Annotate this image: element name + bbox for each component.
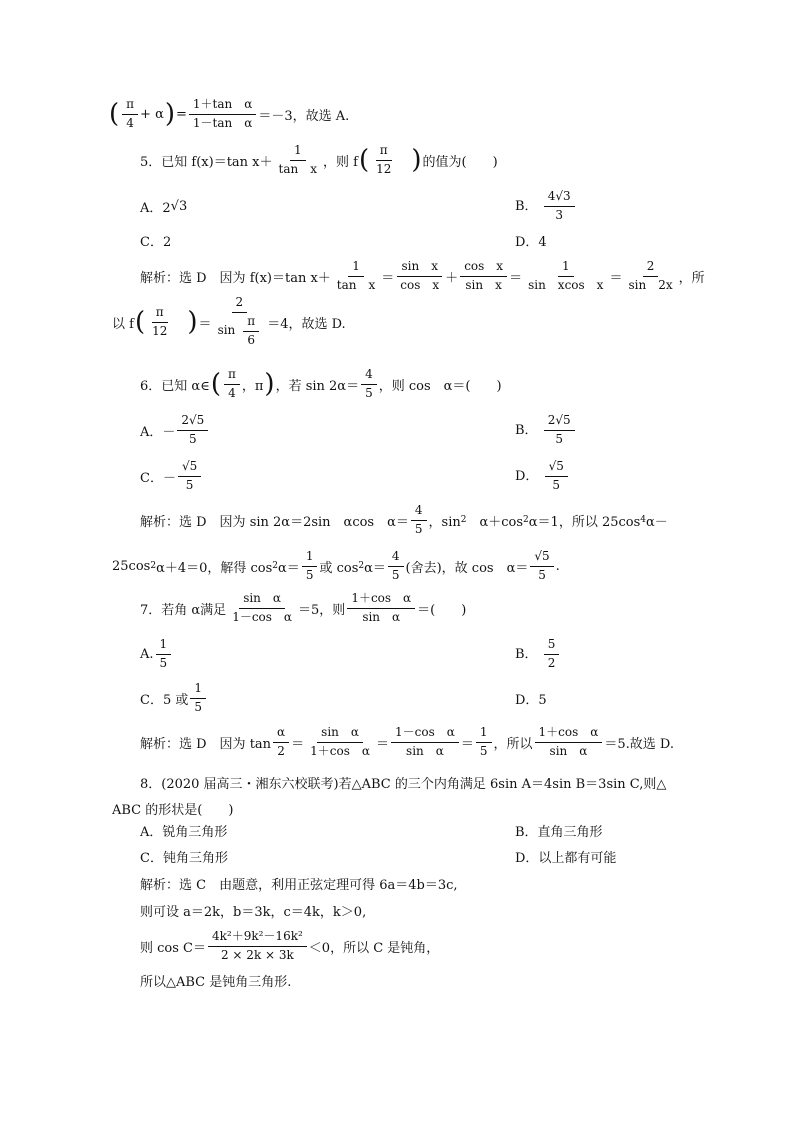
q5-stem: 5．已知 f(x)＝tan x＋ $\frac{1}{\text{tan x}}$ ，则 f ( $\frac{\pi}{12}$ ) 的值为( ) (140, 142, 498, 176)
q8-options-cd: C．钝角三角形 D．以上都有可能 (140, 850, 617, 866)
q6-solution-2: 25cos 2 α＋4＝0，解得 cos 2 α＝ $\frac{1}{5}$ 或 cos 2 α＝ $\frac{4}{5}$ (舍去)，故 cos α＝ $\frac{√5}{5}$ . (112, 548, 560, 582)
q5-solution-1: 解析：选 D 因为 f(x)＝tan x＋ $\frac{1}{\text{tan x}}$ ＝ $\frac{\text{sin x}}{\text{cos x}}$ ＋ $\frac{\text{cos x}}{\text{sin x}}$ ＝ $\frac{1}{\text{sin xcos x}}$ ＝ $\frac{2}{\sin 2x}$ ，所 (140, 258, 705, 292)
q5-options-ab: A．2 √3 B． $\frac{4√3}{3}$ (140, 176, 794, 236)
q5-solution-2: 以 f ( $\frac{\pi}{12}$ ) ＝ 2 sin $\frac{\pi}{6}$ ＝4，故选 D. (112, 295, 346, 347)
q8-solution-3: 则 cos C＝ $\frac{\text{4k²＋9k²－16k²}}{2 \times 2k \times 3k}$ ＜0，所以 C 是钝角， (140, 928, 440, 962)
paren-open: ( (109, 99, 120, 129)
paren-close: ) (164, 99, 176, 129)
q7-stem: 7．若角 α满足 $\frac{\text{sin α}}{\text{1－cos α}}$ ＝5，则 $\frac{\text{1＋cos α}}{\text{sin α}}$ ＝( ) (140, 590, 467, 624)
q6-solution-1: 解析：选 D 因为 sin 2α＝2sin αcos α＝ $\frac{4}{5}$ ，sin 2 α＋cos 2 α＝1，所以 25cos 4 α－ (140, 502, 668, 536)
q8-stem-2: ABC 的形状是( ) (112, 802, 234, 818)
q7-solution: 解析：选 D 因为 tan $\frac{\alpha}{2}$ ＝ $\frac{\text{sin α}}{\text{1＋cos α}}$ ＝ $\frac{\text{1－cos α}}{\text{sin α}}$ ＝ $\frac{1}{5}$ ，所以 $\frac{\text{1＋cos α}}{\text{sin α}}$ ＝5.故选 D. (140, 724, 675, 758)
q8-options-ab: A．锐角三角形 B．直角三角形 (140, 824, 603, 840)
q6-option-d: D． $\frac{√5}{5}$ (515, 460, 570, 493)
pi-over-4: $\frac{\pi}{4}$ (122, 98, 138, 131)
q5-options-cd: C．2 D．4 (140, 234, 547, 250)
q8-solution-2: 则可设 a＝2k，b＝3k，c＝4k，k＞0, (140, 904, 367, 920)
q8-solution-1: 解析：选 C 由题意，利用正弦定理可得 6a＝4b＝3c, (140, 877, 458, 893)
q6-options-cd: C．－ $\frac{√5}{5}$ D． $\frac{√5}{5}$ (140, 446, 794, 506)
q8-stem-1: 8．(2020 届高三・湘东六校联考)若△ABC 的三个内角满足 6sin A＝4sin B＝3sin C,则△ (140, 776, 667, 792)
q6-option-b: B． $\frac{2√5}{5}$ (515, 414, 577, 447)
q6-stem: 6．已知 α∈ ( $\frac{\pi}{4}$ ，π ) ，若 sin 2α＝ $\frac{4}{5}$ ，则 cos α＝( ) (140, 366, 502, 400)
q4-tail-line: ( $\frac{\pi}{4}$ + α ) = $\frac{\text{1＋tan α}}{\text{1－tan α}}$ ＝－3，故选 A. (109, 96, 350, 130)
q7-option-b: B． $\frac{5}{2}$ (515, 638, 561, 671)
q5-option-b: B． $\frac{4√3}{3}$ (515, 190, 577, 223)
q6-options-ab: A．－ $\frac{2√5}{5}$ B． $\frac{2√5}{5}$ (140, 400, 794, 460)
tan-fraction: $\frac{\text{1＋tan α}}{\text{1－tan α}}$ (189, 98, 256, 131)
q8-solution-4: 所以△ABC 是钝角三角形. (140, 974, 292, 990)
q7-options-ab: A. $\frac{1}{5}$ B． $\frac{5}{2}$ (140, 624, 794, 684)
q7-options-cd: C．5 或 $\frac{1}{5}$ D．5 (140, 680, 547, 714)
